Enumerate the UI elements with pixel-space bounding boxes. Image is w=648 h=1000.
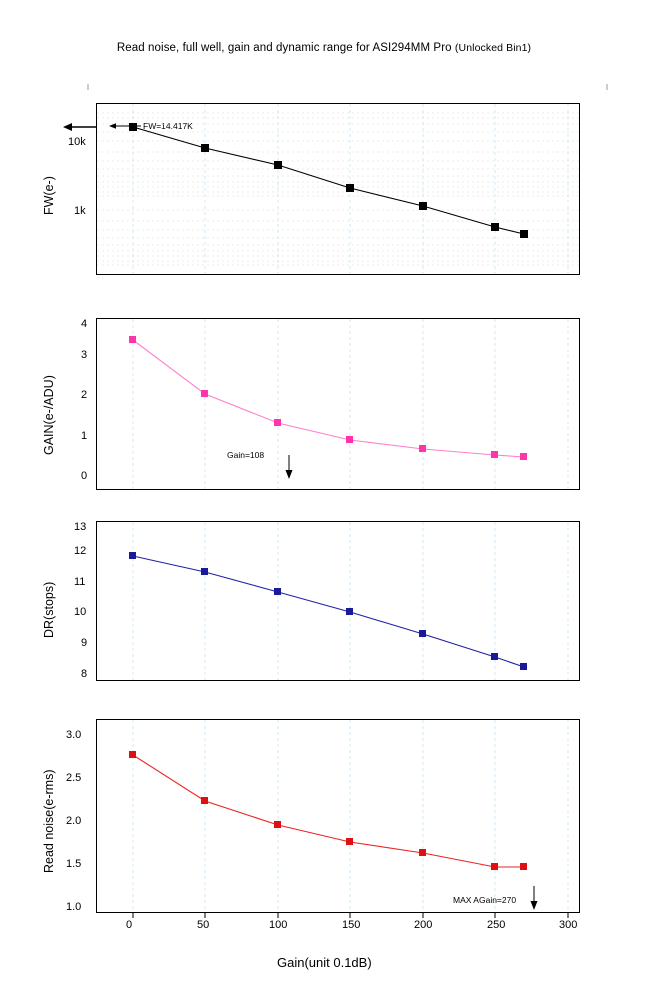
- ytick-rn-15: 1.5: [66, 858, 82, 870]
- xtick-3: 150: [342, 919, 361, 931]
- xtick-4: 200: [414, 919, 433, 931]
- chart-title-suffix: (Unlocked Bin1): [454, 42, 532, 54]
- figure-top-marks: [88, 84, 607, 90]
- annotation-gain: Gain=108: [227, 450, 265, 460]
- panel-dr: [96, 521, 580, 681]
- ytick-dr-11: 11: [74, 576, 86, 588]
- xtick-0: 0: [126, 919, 133, 931]
- chart-title: [0, 42, 648, 54]
- ytick-dr-9: 9: [81, 637, 88, 649]
- ytick-gain-0: 0: [81, 470, 88, 482]
- ytick-dr-8: 8: [81, 668, 88, 680]
- panel-gain: [96, 318, 580, 490]
- x-axis-ticks: [133, 913, 568, 918]
- ytick-gain-2: 2: [81, 389, 88, 401]
- ylabel-gain: GAIN(e-/ADU): [42, 375, 56, 455]
- ytick-gain-3: 3: [81, 349, 88, 361]
- ytick-rn-10: 1.0: [66, 901, 82, 913]
- ytick-dr-12: 12: [74, 545, 87, 557]
- xtick-2: 100: [269, 919, 288, 931]
- xlabel: Gain(unit 0.1dB): [277, 955, 372, 970]
- annotation-fw: FW=14.417K: [143, 121, 193, 131]
- annotation-readnoise: MAX AGain=270: [453, 895, 517, 905]
- ytick-rn-30: 3.0: [66, 729, 82, 741]
- ytick-rn-25: 2.5: [66, 772, 82, 784]
- panel-readnoise: [96, 719, 580, 913]
- xtick-5: 250: [487, 919, 506, 931]
- xtick-6: 300: [559, 919, 578, 931]
- ytick-fw-10k: 10k: [68, 136, 86, 148]
- ylabel-dr: DR(stops): [42, 581, 56, 638]
- xtick-1: 50: [197, 919, 210, 931]
- ytick-fw-1k: 1k: [74, 205, 86, 217]
- chart-title-main: Read noise, full well, gain and dynamic range for ASI294MM Pro: [116, 42, 455, 54]
- ylabel-readnoise: Read noise(e-rms): [42, 769, 56, 873]
- ytick-dr-13: 13: [74, 521, 87, 533]
- ylabel-fw: FW(e-): [42, 176, 56, 215]
- ytick-gain-1: 1: [81, 430, 88, 442]
- ytick-dr-10: 10: [74, 606, 87, 618]
- ytick-gain-4: 4: [81, 318, 88, 330]
- ytick-rn-20: 2.0: [66, 815, 82, 827]
